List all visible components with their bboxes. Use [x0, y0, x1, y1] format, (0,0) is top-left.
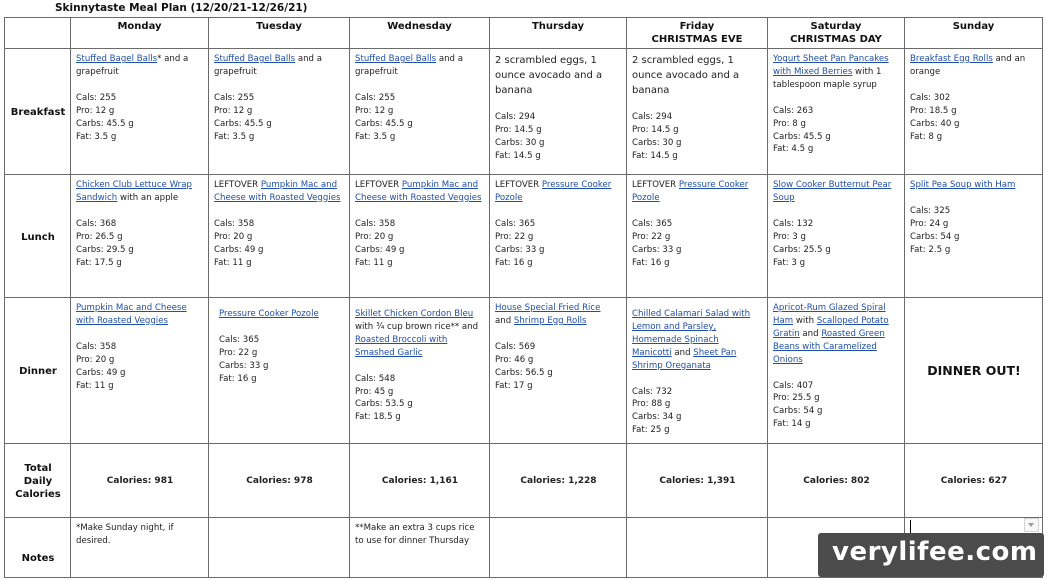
meal-text: ounce avocado and a — [495, 70, 603, 81]
fat: Fat: 16 g — [632, 257, 670, 268]
recipe-link[interactable]: Smashed Garlic — [355, 347, 423, 358]
lunch-thursday — [490, 175, 627, 298]
spacer — [355, 79, 485, 92]
day-header-monday: Monday — [71, 18, 209, 49]
recipe-link[interactable]: Pumpkin Mac and Cheese — [76, 303, 187, 313]
carbs: Carbs: 54 g — [773, 406, 823, 417]
carbs: Carbs: 29.5 g — [76, 244, 134, 255]
total-saturday: Calories: 802 — [768, 444, 905, 518]
recipe-link[interactable]: Beans with Caramelized — [773, 341, 877, 352]
dinner-sunday: DINNER OUT! — [905, 298, 1043, 444]
watermark-text: verylifee.com — [832, 537, 1038, 567]
recipe-link[interactable]: House Special Fried Rice — [495, 303, 601, 313]
recipe-link[interactable]: Soup — [773, 192, 795, 203]
meal-text: 2 scrambled eggs, 1 — [495, 55, 597, 66]
meal-description — [495, 53, 622, 98]
day-header-tuesday: Tuesday — [209, 18, 350, 49]
leftover-label: LEFTOVER — [355, 180, 402, 190]
carbs: Carbs: 45.5 g — [773, 131, 831, 142]
meal-text: banana — [632, 85, 670, 96]
carbs: Carbs: 33 g — [632, 244, 682, 255]
header-row — [5, 18, 1043, 49]
spacer — [632, 373, 763, 386]
day-name: Saturday — [810, 21, 862, 32]
spacer — [214, 79, 345, 92]
protein: Pro: 24 g — [910, 218, 949, 229]
spacer — [910, 79, 1038, 92]
protein: Pro: 3 g — [773, 231, 806, 242]
meal-plan-table — [4, 17, 1043, 578]
recipe-link[interactable]: Chicken Club Lettuce Wrap — [76, 180, 192, 190]
recipe-link[interactable]: Lemon and Parsley, — [632, 321, 717, 332]
note-text: **Make an extra 3 cups rice — [355, 523, 475, 533]
fat: Fat: 14.5 g — [632, 150, 678, 161]
recipe-link[interactable]: Sheet Pan — [693, 347, 737, 358]
day-header-sunday: Sunday — [905, 18, 1043, 49]
protein: Pro: 20 g — [76, 354, 115, 365]
dropdown-arrow-icon[interactable] — [1024, 518, 1039, 532]
spacer — [76, 328, 204, 341]
recipe-link[interactable]: Pozole — [495, 192, 523, 203]
fat: Fat: 3.5 g — [76, 131, 117, 142]
fat: Fat: 17.5 g — [76, 257, 122, 268]
recipe-link[interactable]: Pressure Cooker — [541, 180, 612, 190]
carbs: Carbs: 49 g — [214, 244, 264, 255]
carbs: Carbs: 34 g — [632, 412, 682, 423]
fat: Fat: 25 g — [632, 425, 670, 436]
carbs: Carbs: 40 g — [910, 118, 960, 129]
cals: Cals: 569 — [495, 341, 536, 352]
breakfast-thursday — [490, 49, 627, 175]
cals: Cals: 132 — [773, 218, 814, 229]
carbs: Carbs: 33 g — [219, 360, 269, 371]
fat: Fat: 11 g — [76, 380, 114, 391]
fat: Fat: 3.5 g — [214, 131, 255, 142]
meal-text: orange — [910, 66, 941, 77]
breakfast-tuesday — [209, 49, 350, 175]
breakfast-monday — [71, 49, 209, 175]
recipe-link[interactable]: with Mixed Berries — [773, 66, 853, 77]
fat: Fat: 2.5 g — [910, 244, 951, 255]
meal-text: grapefruit — [76, 66, 119, 77]
fat: Fat: 4.5 g — [773, 144, 814, 155]
recipe-link[interactable]: with Roasted Veggies — [76, 315, 168, 326]
protein: Pro: 12 g — [76, 105, 115, 116]
recipe-link[interactable]: Skillet Chicken Cordon Bleu — [355, 309, 474, 319]
cals: Cals: 302 — [910, 92, 951, 103]
row-label-lunch: Lunch — [5, 175, 71, 298]
text-cursor — [910, 520, 911, 533]
meal-text: * and a — [157, 54, 189, 64]
notes-monday[interactable] — [71, 518, 209, 578]
spacer — [214, 205, 345, 218]
recipe-link[interactable]: Pumpkin Mac and — [260, 180, 338, 190]
spacer — [355, 205, 485, 218]
protein: Pro: 88 g — [632, 399, 671, 410]
recipe-link[interactable]: Homemade Spinach — [632, 334, 719, 345]
dinner-tuesday — [209, 298, 350, 444]
cals: Cals: 365 — [495, 218, 536, 229]
cals: Cals: 263 — [773, 105, 814, 116]
meal-text: grapefruit — [355, 66, 398, 77]
carbs: Carbs: 53.5 g — [355, 399, 413, 410]
carbs: Carbs: 49 g — [355, 244, 405, 255]
fat: Fat: 16 g — [219, 373, 257, 384]
label-line: Calories — [15, 489, 61, 500]
meal-text: and — [671, 347, 694, 358]
recipe-link[interactable]: Scalloped Potato — [816, 315, 889, 326]
protein: Pro: 25.5 g — [773, 393, 820, 404]
meal-text: and a — [295, 54, 323, 64]
label-line: Daily — [23, 476, 53, 487]
day-name: Friday — [679, 21, 715, 32]
cals: Cals: 732 — [632, 386, 673, 397]
meal-text: with ¾ cup brown rice** and — [355, 321, 479, 332]
cals: Cals: 358 — [76, 341, 117, 352]
protein: Pro: 20 g — [214, 231, 253, 242]
protein: Pro: 14.5 g — [495, 124, 542, 135]
protein: Pro: 8 g — [773, 118, 806, 129]
cals: Cals: 407 — [773, 380, 814, 391]
spacer — [632, 205, 763, 218]
carbs: Carbs: 30 g — [495, 137, 545, 148]
recipe-link[interactable]: Pressure Cooker Pozole — [219, 309, 319, 319]
spacer — [632, 98, 763, 111]
recipe-link[interactable]: Manicotti — [632, 347, 672, 358]
recipe-link[interactable]: Sandwich — [76, 192, 118, 203]
meal-text: tablespoon maple syrup — [773, 79, 877, 90]
breakfast-sunday — [905, 49, 1043, 175]
lunch-tuesday — [209, 175, 350, 298]
note-text: to use for dinner Thursday — [355, 535, 470, 546]
document-title: Skinnytaste Meal Plan (12/20/21-12/26/21) — [55, 2, 308, 14]
spacer — [773, 92, 900, 105]
protein: Pro: 12 g — [214, 105, 253, 116]
meal-text: grapefruit — [214, 66, 257, 77]
carbs: Carbs: 54 g — [910, 231, 960, 242]
meal-text: and — [495, 315, 514, 326]
spacer — [76, 205, 204, 218]
meal-text: with 1 — [852, 66, 882, 77]
leftover-label: LEFTOVER — [632, 180, 679, 190]
spacer — [495, 205, 622, 218]
protein: Pro: 14.5 g — [632, 124, 679, 135]
watermark — [818, 533, 1044, 577]
cals: Cals: 358 — [355, 218, 396, 229]
dinner-wednesday — [350, 298, 490, 444]
day-header-thursday: Thursday — [490, 18, 627, 49]
lunch-wednesday — [350, 175, 490, 298]
fat: Fat: 8 g — [910, 131, 943, 142]
protein: Pro: 26.5 g — [76, 231, 123, 242]
protein: Pro: 18.5 g — [910, 105, 957, 116]
recipe-link[interactable]: Roasted Broccoli with — [355, 334, 448, 345]
cals: Cals: 294 — [495, 112, 536, 122]
recipe-link[interactable]: Stuffed Bagel Balls — [76, 54, 158, 64]
note-text: desired. — [76, 535, 111, 546]
recipe-link[interactable]: Gratin — [773, 328, 800, 339]
breakfast-saturday — [768, 49, 905, 175]
cals: Cals: 368 — [76, 218, 117, 229]
fat: Fat: 14 g — [773, 419, 811, 430]
lunch-sunday — [905, 175, 1043, 298]
total-thursday: Calories: 1,228 — [490, 444, 627, 518]
carbs: Carbs: 25.5 g — [773, 244, 831, 255]
meal-text: 2 scrambled eggs, 1 — [632, 55, 734, 66]
note-text: *Make Sunday night, if — [76, 523, 174, 533]
carbs: Carbs: 45.5 g — [355, 118, 413, 129]
spacer — [910, 192, 1038, 205]
day-subtitle: CHRISTMAS EVE — [651, 34, 743, 45]
recipe-link[interactable]: Stuffed Bagel Balls — [214, 54, 296, 64]
protein: Pro: 45 g — [355, 386, 394, 397]
protein: Pro: 46 g — [495, 354, 534, 365]
notes-thursday[interactable] — [490, 518, 627, 578]
carbs: Carbs: 56.5 g — [495, 367, 553, 378]
breakfast-friday — [627, 49, 768, 175]
cals: Cals: 255 — [214, 92, 255, 103]
recipe-link[interactable]: Yogurt Sheet Pan Pancakes — [773, 54, 889, 64]
dinner-monday — [71, 298, 209, 444]
spacer — [355, 360, 485, 373]
meal-text: banana — [495, 85, 533, 96]
recipe-link[interactable]: Stuffed Bagel Balls — [355, 54, 437, 64]
fat: Fat: 17 g — [495, 380, 533, 391]
spacer — [773, 367, 900, 380]
spacer — [219, 321, 345, 334]
recipe-link[interactable]: Pozole — [632, 192, 660, 203]
total-tuesday: Calories: 978 — [209, 444, 350, 518]
fat: Fat: 11 g — [355, 257, 393, 268]
recipe-link[interactable]: Shrimp Egg Rolls — [513, 315, 587, 326]
total-friday: Calories: 1,391 — [627, 444, 768, 518]
spacer — [495, 328, 622, 341]
lunch-monday — [71, 175, 209, 298]
carbs: Carbs: 49 g — [76, 367, 126, 378]
breakfast-wednesday — [350, 49, 490, 175]
recipe-link[interactable]: Roasted Green — [821, 328, 885, 339]
carbs: Carbs: 45.5 g — [214, 118, 272, 129]
day-header-saturday — [768, 18, 905, 49]
breakfast-row — [5, 49, 1043, 175]
recipe-link[interactable]: Onions — [773, 354, 803, 365]
total-sunday: Calories: 627 — [905, 444, 1043, 518]
day-subtitle: CHRISTMAS DAY — [790, 34, 882, 45]
totals-row — [5, 444, 1043, 518]
protein: Pro: 22 g — [219, 347, 258, 358]
fat: Fat: 16 g — [495, 257, 533, 268]
lunch-row — [5, 175, 1043, 298]
row-label-notes: Notes — [5, 518, 71, 578]
recipe-link[interactable]: Breakfast Egg Rolls — [910, 54, 993, 64]
protein: Pro: 22 g — [495, 231, 534, 242]
protein: Pro: 20 g — [355, 231, 394, 242]
fat: Fat: 11 g — [214, 257, 252, 268]
cals: Cals: 548 — [355, 373, 396, 384]
spacer — [76, 79, 204, 92]
dinner-friday — [627, 298, 768, 444]
notes-tuesday[interactable] — [209, 518, 350, 578]
fat: Fat: 3 g — [773, 257, 806, 268]
corner-cell — [5, 18, 71, 49]
recipe-link[interactable]: Slow Cooker Butternut Pear — [773, 180, 892, 190]
meal-text: and an — [992, 54, 1026, 64]
recipe-link[interactable]: Pressure Cooker — [678, 180, 749, 190]
lunch-saturday — [768, 175, 905, 298]
row-label-breakfast: Breakfast — [5, 49, 71, 175]
carbs: Carbs: 33 g — [495, 244, 545, 255]
row-label-total — [5, 444, 71, 518]
cals: Cals: 358 — [214, 218, 255, 229]
dinner-row — [5, 298, 1043, 444]
leftover-label: LEFTOVER — [495, 180, 542, 190]
carbs: Carbs: 30 g — [632, 137, 682, 148]
lunch-friday — [627, 175, 768, 298]
cals: Cals: 255 — [355, 92, 396, 103]
fat: Fat: 18.5 g — [355, 412, 401, 423]
label-line: Total — [24, 463, 52, 474]
row-label-dinner: Dinner — [5, 298, 71, 444]
dinner-saturday — [768, 298, 905, 444]
dinner-thursday — [490, 298, 627, 444]
meal-text: and — [799, 328, 822, 339]
carbs: Carbs: 45.5 g — [76, 118, 134, 129]
day-header-friday — [627, 18, 768, 49]
recipe-link[interactable]: Cheese with Roasted Veggies — [355, 192, 482, 203]
protein: Pro: 12 g — [355, 105, 394, 116]
spacer — [495, 98, 622, 111]
recipe-link[interactable]: Cheese with Roasted Veggies — [214, 192, 341, 203]
cals: Cals: 365 — [632, 218, 673, 229]
spacer — [773, 205, 900, 218]
notes-wednesday[interactable] — [350, 518, 490, 578]
fat: Fat: 3.5 g — [355, 131, 396, 142]
meal-text: and a — [436, 54, 464, 64]
protein: Pro: 22 g — [632, 231, 671, 242]
meal-text: ounce avocado and a — [632, 70, 740, 81]
recipe-link[interactable]: Chilled Calamari Salad with — [632, 309, 751, 319]
recipe-link[interactable]: Pumpkin Mac and — [401, 180, 479, 190]
meal-text: with — [793, 315, 817, 326]
recipe-link[interactable]: Shrimp Oreganata — [632, 360, 711, 371]
cals: Cals: 294 — [632, 112, 673, 122]
recipe-link[interactable]: Ham — [773, 315, 794, 326]
cals: Cals: 325 — [910, 205, 951, 216]
meal-description — [632, 53, 763, 98]
total-monday: Calories: 981 — [71, 444, 209, 518]
cals: Cals: 255 — [76, 92, 117, 103]
cals: Cals: 365 — [219, 334, 260, 345]
recipe-link[interactable]: Split Pea Soup with Ham — [910, 180, 1016, 190]
leftover-label: LEFTOVER — [214, 180, 261, 190]
day-header-wednesday: Wednesday — [350, 18, 490, 49]
notes-friday[interactable] — [627, 518, 768, 578]
fat: Fat: 14.5 g — [495, 150, 541, 161]
meal-text: with an apple — [117, 192, 179, 203]
recipe-link[interactable]: Apricot-Rum Glazed Spiral — [773, 303, 886, 313]
total-wednesday: Calories: 1,161 — [350, 444, 490, 518]
